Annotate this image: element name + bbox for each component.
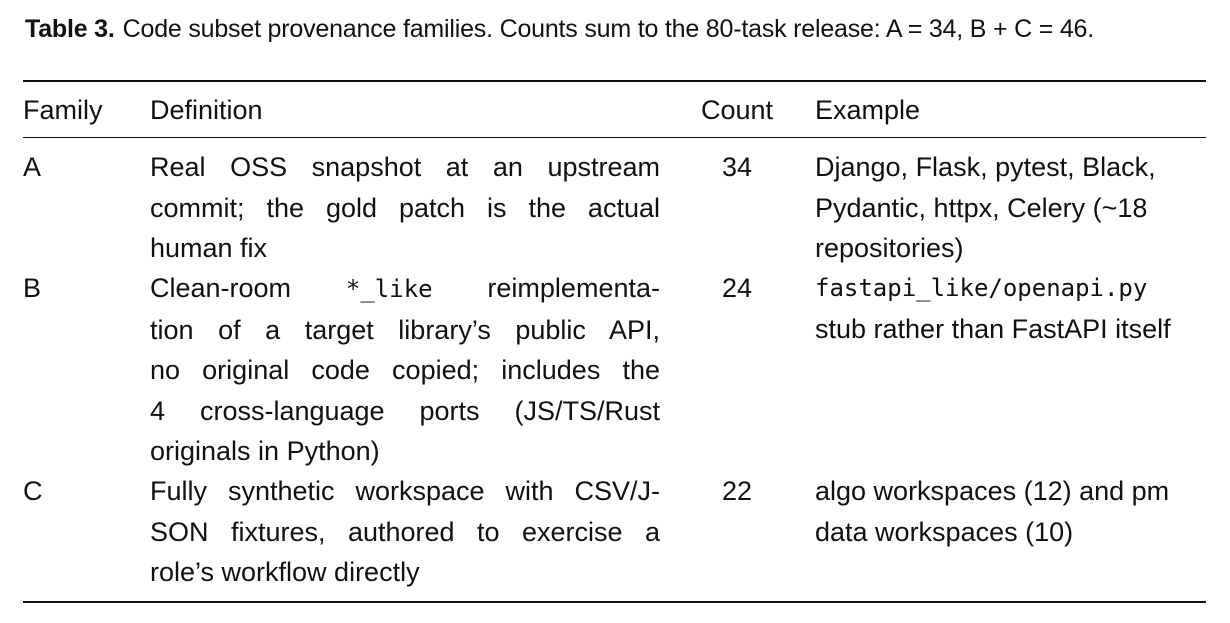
definition-text: Clean-room <box>150 273 292 303</box>
header-family: Family <box>23 95 103 125</box>
row-b-family: B <box>23 273 42 303</box>
row-c-family: C <box>23 476 43 506</box>
definition-line: human fix <box>150 233 268 263</box>
definition-line: tion of a target library’s public API, <box>150 314 660 345</box>
definition-line: commit; the gold patch is the actual <box>150 192 660 223</box>
row-b-example <box>815 268 1207 349</box>
row-a-family: A <box>23 152 42 182</box>
top-rule <box>23 80 1206 82</box>
definition-line: Real OSS snapshot at an upstream <box>150 152 660 182</box>
definition-line: no original code copied; includes the <box>150 355 660 385</box>
example-line: algo workspaces (12) and pm <box>815 476 1170 506</box>
row-c-example <box>815 471 1207 552</box>
definition-line: role’s workflow directly <box>150 557 420 587</box>
definition-line <box>150 268 660 310</box>
example-line: stub rather than FastAPI itself <box>815 313 1171 344</box>
header-definition: Definition <box>150 95 263 125</box>
table-caption <box>25 12 1215 46</box>
row-b-definition <box>150 268 660 472</box>
definition-line: originals in Python) <box>150 436 380 466</box>
row-a-count: 34 <box>721 152 753 182</box>
bottom-rule <box>23 601 1206 603</box>
header-count: Count <box>700 95 774 125</box>
example-code: fastapi_like/openapi.py <box>815 274 1148 302</box>
definition-line: SON fixtures, authored to exercise a <box>150 516 660 547</box>
row-b-count: 24 <box>721 273 753 303</box>
row-c-definition <box>150 471 660 593</box>
table-label: Table 3. <box>25 15 115 43</box>
definition-text: reimplementa- <box>487 273 660 303</box>
example-line: repositories) <box>815 233 964 263</box>
example-line: Django, Flask, pytest, Black, <box>815 152 1156 182</box>
header-rule <box>23 137 1206 138</box>
row-a-definition <box>150 147 660 269</box>
caption-text: Code subset provenance families. Counts sum to the 80-task release: A = 34, B + C = 46. <box>122 15 1094 43</box>
definition-line: 4 cross-language ports (JS/TS/Rust <box>150 395 660 426</box>
definition-line: Fully synthetic workspace with CSV/J- <box>150 476 660 506</box>
example-line: Pydantic, httpx, Celery (~18 <box>815 192 1148 223</box>
header-example: Example <box>815 95 921 125</box>
example-line: data workspaces (10) <box>815 516 1074 547</box>
row-c-count: 22 <box>721 476 753 506</box>
definition-code: *_like <box>345 275 433 303</box>
row-a-example <box>815 147 1207 269</box>
